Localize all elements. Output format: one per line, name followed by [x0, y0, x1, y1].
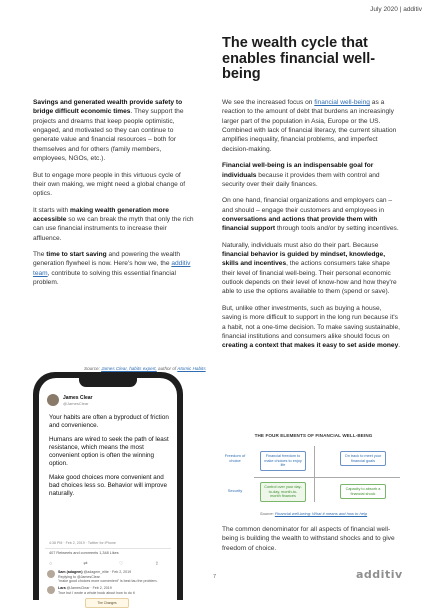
- diagram-box-financial-freedom: Financial freedom to make choices to enjoy life: [260, 451, 306, 471]
- diagram-row-label-security: Security: [227, 488, 243, 493]
- phone-notch: [79, 378, 137, 387]
- page-number: 7: [213, 574, 217, 580]
- tweet-reply-2: Lara @JamesClear · Feb 2, 2019 True but I wrote a whole book about how to do it: [47, 586, 171, 595]
- heart-icon: ♡: [118, 561, 124, 567]
- avatar: [47, 570, 55, 578]
- tweet-timestamp: 4:38 PM · Feb 2, 2019 · Twitter for iPhone: [49, 541, 116, 545]
- closing-paragraph: The common denominator for all aspects of financial well-being is building the wealth to withstand shocks and to give freedom of choice.: [222, 526, 395, 552]
- reply-icon: ○: [49, 561, 53, 567]
- left-paragraph-2: But to engage more people in this virtuous cycle of their own making, we might need a global change of optics.: [33, 171, 186, 198]
- divider: [45, 548, 171, 549]
- james-clear-link[interactable]: James Clear, habits expert,: [101, 366, 157, 371]
- retweet-icon: ⇄: [83, 561, 88, 567]
- diagram-horizontal-axis: [254, 477, 400, 478]
- diagram-box-on-track: On track to meet your financial goals: [340, 451, 386, 466]
- right-paragraph-3: On one hand, financial organizations and employers can – and should – engage their customers and employees in conversations and actions that provide them with financial support through tools and/or by setting incentives.: [222, 197, 399, 233]
- diagram-title: THE FOUR ELEMENTS OF FINANCIAL WELL-BEING: [254, 433, 373, 438]
- phone-screen: [39, 378, 177, 605]
- tweet-body: [49, 414, 171, 504]
- tweet-author-name: James Clear: [63, 394, 93, 401]
- tweet-card: The Changes: [85, 598, 129, 608]
- diagram-vertical-axis: [314, 446, 315, 502]
- left-column: [33, 98, 195, 294]
- tweet-paragraph-3: Make good choices more convenient and bad choices less so. Behavior will improve naturally.: [49, 473, 167, 498]
- left-paragraph-3: It starts with making wealth generation more accessible so we can break the myth that only the rich can use financial instruments to increase their affluence.: [33, 206, 194, 242]
- diagram-row-label-freedom: Freedom of choice: [224, 453, 246, 463]
- left-paragraph-1: Savings and generated wealth provide safety to bridge difficult economic times. They support the projects and dreams that keep people optimistic, engaged, and motivated so they can continue to generate value and financial resources – both for themselves and for others (family members, employees, NGOs, etc.).: [33, 99, 184, 163]
- image-source-caption: Source: James Clear, habits expert, author of Atomic Habits: [84, 366, 206, 371]
- additiv-logo: additiv: [356, 568, 403, 581]
- diagram-source-link[interactable]: Financial well-being: What it means and how to help: [274, 511, 368, 516]
- tweet-actions: [49, 561, 159, 567]
- right-paragraph-1: We see the increased focus on financial well-being as a reaction to the amount of debt that burdens an increasingly larger part of the population in Asia, Europe or the US. Combined with lack of financial literacy, the current situation amplifies inequality, financial problems, and imperfect decision-making.: [222, 99, 397, 153]
- header-date-brand: July 2020 | additiv: [370, 6, 422, 13]
- financial-well-being-link[interactable]: financial well-being: [314, 99, 370, 106]
- right-paragraph-2: Financial well-being is an indispensable goal for individuals because it provides them with control and security over their daily finances.: [222, 162, 380, 188]
- tweet-author: [47, 394, 92, 406]
- tweet-paragraph-1: Your habits are often a byproduct of friction and convenience.: [49, 414, 169, 430]
- diagram-box-capacity: Capacity to absorb a financial shock: [340, 484, 386, 499]
- right-paragraph-4: Naturally, individuals must also do their part. Because financial behavior is guided by mindset, knowledge, skills and incentives, the actions consumers take shape their level of financial well-being. Their personal economic outlook depends on their level of know-how and how they're able to use the options available to them (spend or save).: [222, 241, 397, 296]
- page-header: [0, 0, 432, 22]
- share-icon: ⇪: [154, 561, 159, 567]
- tweet-stats: 407 Retweets and comments 1,348 Likes: [49, 551, 119, 555]
- tweet-author-handle: @JamesClear: [63, 400, 89, 406]
- diagram-box-control: Control over your day-to-day, month-to-month finances: [260, 482, 306, 502]
- avatar: [47, 586, 55, 594]
- additiv-team-link[interactable]: additiv team: [33, 260, 191, 277]
- tweet-paragraph-2: Humans are wired to seek the path of least resistance, which means the most convenient option is often the winning option.: [49, 435, 169, 468]
- phone-image: [33, 372, 183, 605]
- page-title: The wealth cycle that enables financial well-being: [222, 35, 376, 83]
- right-column: [222, 98, 402, 358]
- right-paragraph-5: But, unlike other investments, such as buying a house, saving is more difficult to support in the long run because it's a habit, not a one-time decision. To make saving sustainable, financial institutions and consumers alike should focus on creating a context that makes it easy to set aside money.: [222, 304, 401, 350]
- diagram-source: Source: Financial well-being: What it means and how to help: [259, 511, 368, 516]
- avatar: [47, 394, 59, 406]
- atomic-habits-link[interactable]: Atomic Habits: [177, 366, 206, 371]
- four-elements-diagram: [222, 433, 405, 519]
- tweet-reply-1: Sam (adagem) @adagem_elite · Feb 2, 2019 Replying to @JamesClear "make good choices more convenient" is best tau the problem.: [47, 570, 171, 584]
- left-paragraph-4: The time to start saving and powering the wealth generation flywheel is now. Here's how we, the additiv team, contribute to solving this essential financial problem.: [33, 251, 191, 287]
